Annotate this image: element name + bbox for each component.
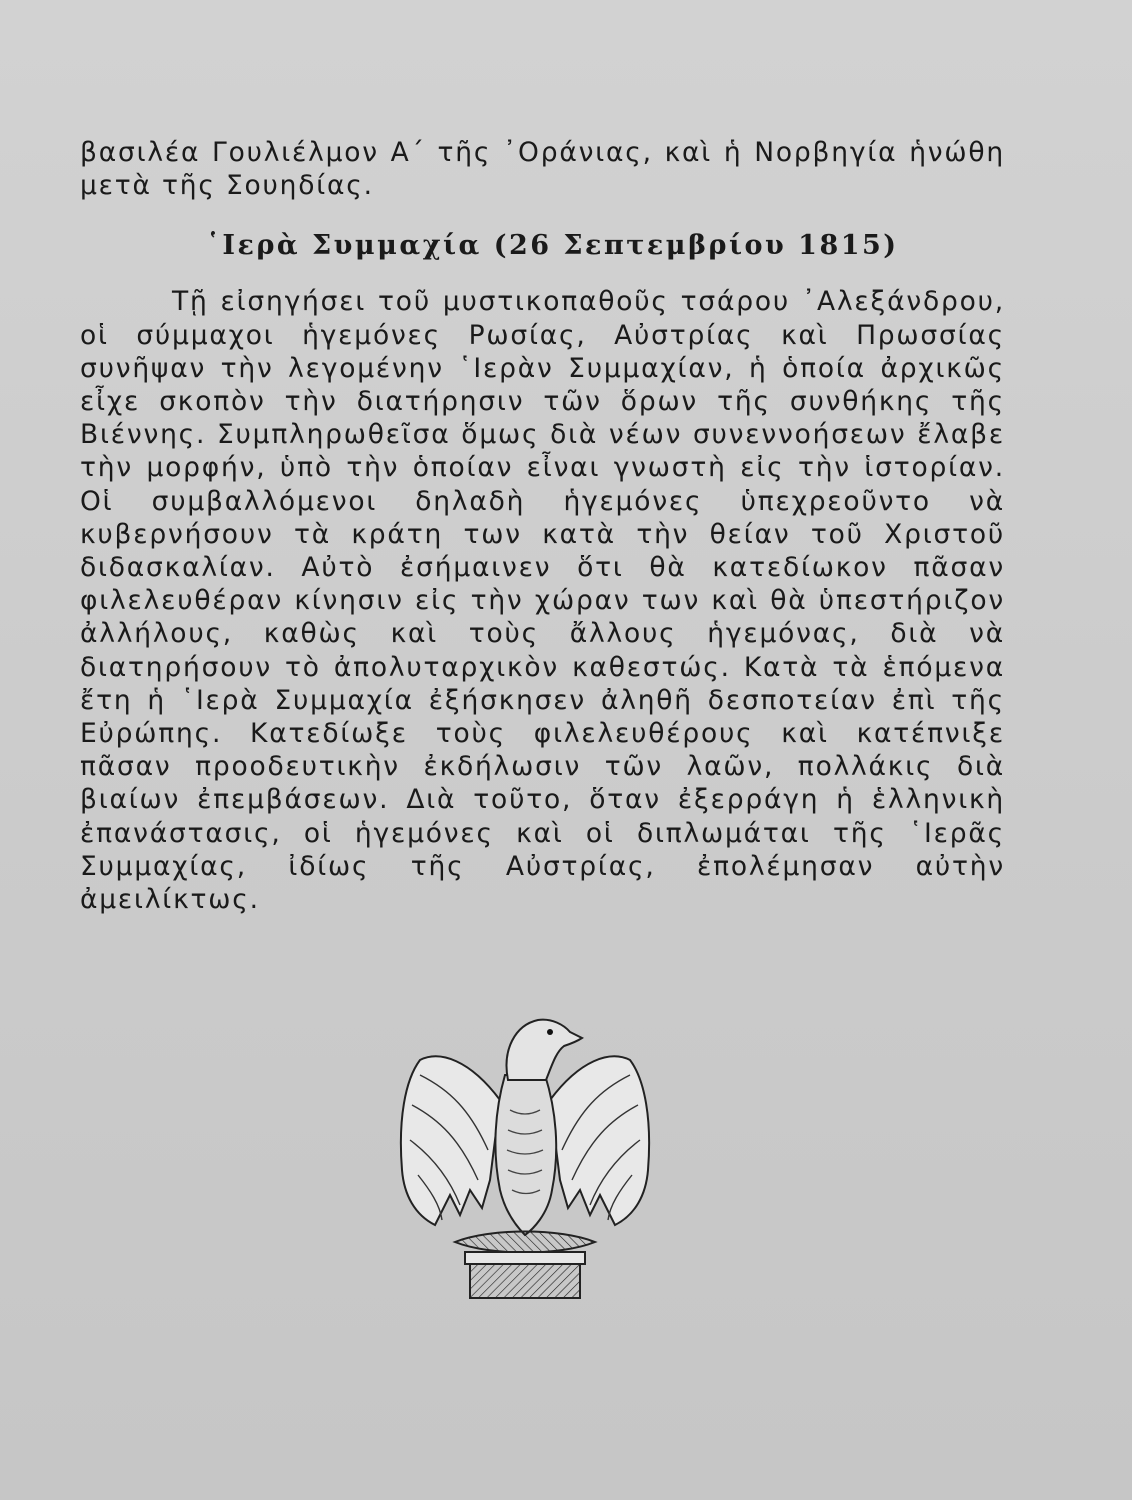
eagle-illustration — [380, 980, 670, 1300]
pedestal-top — [465, 1252, 585, 1264]
body-paragraph: Τῇ εἰσηγήσει τοῦ μυστικοπαθοῦς τσάρου ᾿Αλεξάνδρου, οἱ σύμμαχοι ἡγεμόνες Ρωσίας, Αὐστρίας καὶ Πρωσσίας συνῆψαν τὴν λεγομένην ῾Ιερὰν Συμμαχίαν, ἡ ὁποία ἀρχικῶς εἶχε σκοπὸν τὴν διατήρησιν τῶν ὅρων τῆς συνθήκης τῆς Βιέννης. Συμπληρωθεῖσα ὅμως διὰ νέων συνεννοήσεων ἔλαβε τὴν μορφήν, ὑπὸ τὴν ὁποίαν εἶναι γνωστὴ εἰς τὴν ἱστορίαν. Οἱ συμβαλλόμενοι δηλαδὴ ἡγεμόνες ὑπεχρεοῦντο νὰ κυβερνήσουν τὰ κράτη των κατὰ τὴν θείαν τοῦ Χριστοῦ διδασκαλίαν. Αὐτὸ ἐσήμαινεν ὅτι θὰ κατεδίωκον πᾶσαν φιλελευθέραν κίνησιν εἰς τὴν χώραν των καὶ θὰ ὑπεστήριζον ἀλλήλους, καθὼς καὶ τοὺς ἄλλους ἡγεμόνας, διὰ νὰ διατηρήσουν τὸ ἀπολυταρχικὸν καθεστώς. Κατὰ τὰ ἑπόμενα ἔτη ἡ ῾Ιερὰ Συμμαχία ἐξήσκησεν ἀληθῆ δεσποτείαν ἐπὶ τῆς Εὐρώπης. Κατεδίωξε τοὺς φιλελευθέρους καὶ κατέπνιξε πᾶσαν προοδευτικὴν ἐκδήλωσιν τῶν λαῶν, πολλάκις διὰ βιαίων ἐπεμβάσεων. Διὰ τοῦτο, ὅταν ἐξερράγη ἡ ἑλληνικὴ ἐπανάστασις, οἱ ἡγεμόνες καὶ οἱ διπλωμάται τῆς ῾Ιερᾶς Συμμαχίας, ἰδίως τῆς Αὐστρίας, ἐπολέμησαν αὐτὴν ἀμειλίκτως. — [80, 286, 1005, 916]
intro-paragraph: βασιλέα Γουλιέλμον Α΄ τῆς ᾿Οράνιας, καὶ ἡ Νορβηγία ἡνώθη μετὰ τῆς Σουηδίας. — [80, 137, 1005, 202]
section-heading: ῾Ιερὰ Συμμαχία (26 Σεπτεμβρίου 1815) — [206, 230, 899, 262]
eagle-head — [507, 1020, 582, 1080]
pedestal-base — [470, 1264, 580, 1298]
right-wing — [550, 1056, 649, 1225]
left-wing — [401, 1056, 500, 1225]
eagle-perch — [455, 1232, 595, 1253]
page-content — [80, 136, 1005, 916]
eagle-body — [495, 1075, 556, 1235]
